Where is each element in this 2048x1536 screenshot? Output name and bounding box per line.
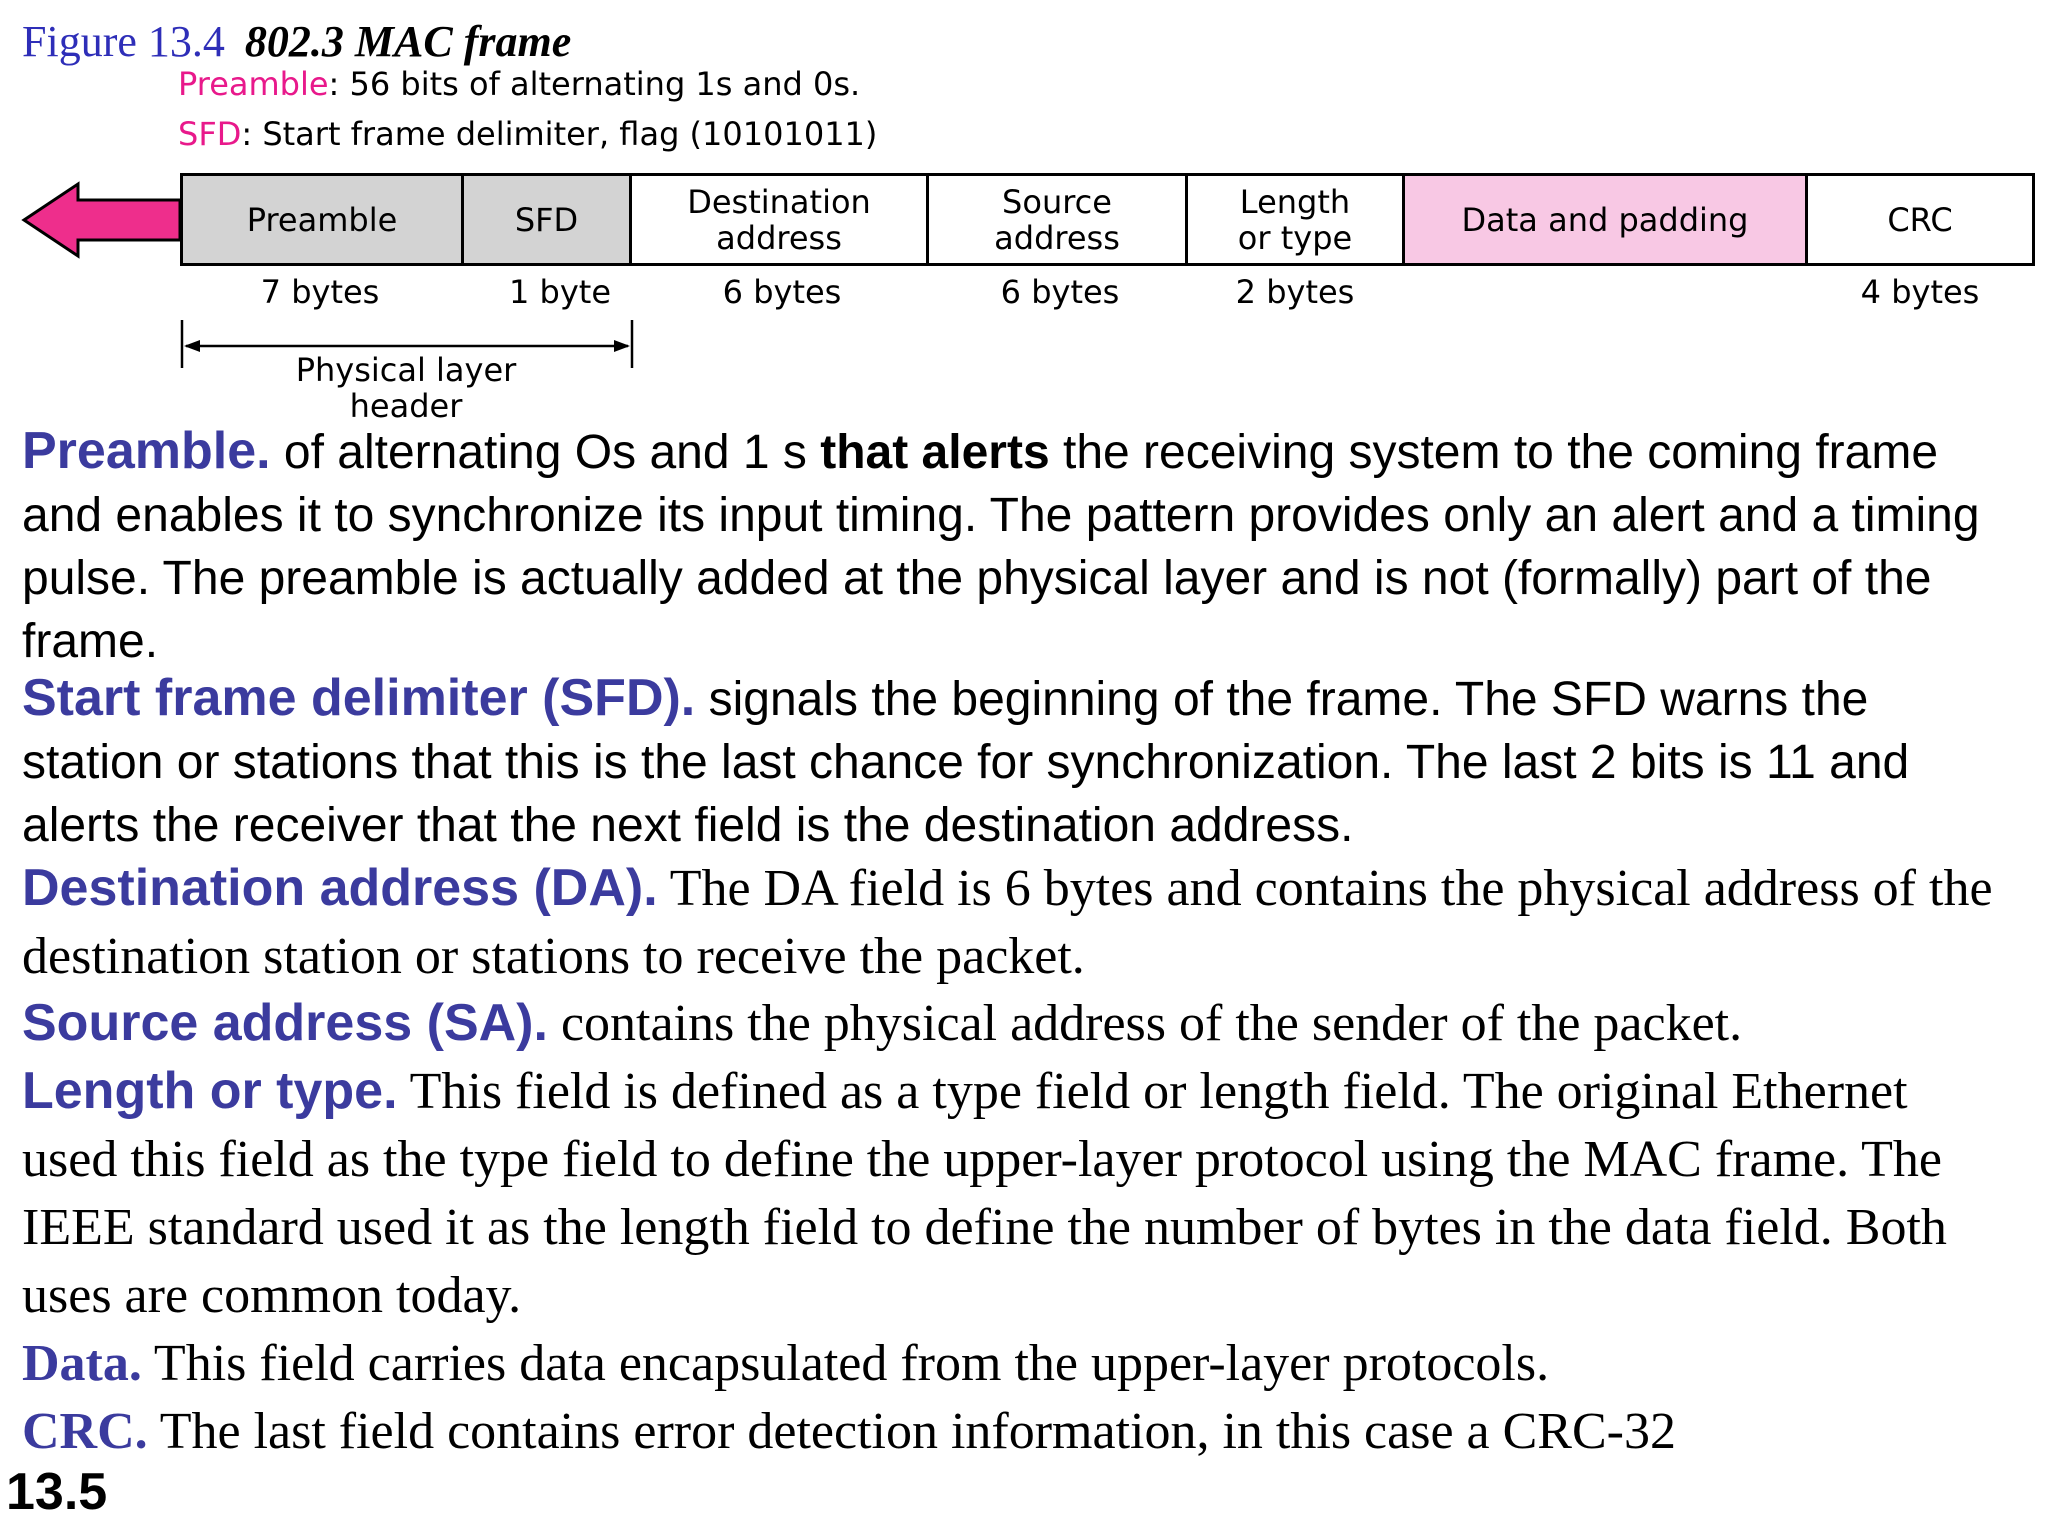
desc-text: contains the physical address of the sender of the packet. xyxy=(547,995,1743,1052)
figure-title: 802.3 MAC frame xyxy=(244,17,572,66)
desc-sfd xyxy=(22,667,2012,857)
size-source-address: 6 bytes xyxy=(1000,273,1120,311)
desc-emphasis: that alerts xyxy=(820,426,1050,479)
desc-text-rest: the receiving system to the coming frame and enables it to synchronize its input timing. The pattern provides only an alert and a timing pulse. The preamble is actually added at the physical layer and is not (formally) part of the frame. xyxy=(22,426,1980,668)
desc-term: CRC. xyxy=(22,1403,148,1460)
desc-text: This field is defined as a type field or length field. The original Ethernet used this field as the type field to define the upper-layer protocol using the MAC frame. The IEEE standard used it as the length field to define the number of bytes in the data field. Both uses are common today. xyxy=(22,1063,1947,1324)
size-preamble: 7 bytes xyxy=(260,273,380,311)
figure-number: Figure 13.4 xyxy=(22,17,225,66)
desc-crc xyxy=(22,1398,2012,1466)
field-destination-address: Destination address xyxy=(629,173,929,266)
field-crc: CRC xyxy=(1805,173,2035,266)
mac-frame-diagram xyxy=(180,173,2035,266)
field-sfd: SFD xyxy=(461,173,632,266)
size-destination-address: 6 bytes xyxy=(722,273,842,311)
desc-text: The DA field is 6 bytes and contains the physical address of the destination station or stations to receive the packet. xyxy=(22,860,1993,985)
desc-term: Start frame delimiter (SFD). xyxy=(22,669,696,727)
desc-term: Data. xyxy=(22,1335,142,1392)
page-number: 13.5 xyxy=(6,1463,108,1521)
desc-source-address xyxy=(22,989,2012,1058)
size-crc: 4 bytes xyxy=(1860,273,1980,311)
desc-text: signals the beginning of the frame. The SFD warns the station or stations that this is the last chance for synchronization. The last 2 bits is 11 and alerts the receiver that the next field is the destination address. xyxy=(22,673,1910,852)
desc-term: Length or type. xyxy=(22,1062,398,1120)
physical-header-label: Physical layer header xyxy=(295,351,517,425)
legend-text: : 56 bits of alternating 1s and 0s. xyxy=(328,65,861,103)
desc-text: The last field contains error detection information, in this case a CRC-32 xyxy=(147,1403,1676,1460)
desc-preamble xyxy=(22,420,2012,673)
desc-text: of alternating Os and 1 s xyxy=(270,426,821,479)
left-arrow-icon xyxy=(20,180,184,260)
desc-destination-address xyxy=(22,854,2012,991)
desc-text: This field carries data encapsulated from the upper-layer protocols. xyxy=(141,1335,1550,1392)
field-source-address: Source address xyxy=(926,173,1188,266)
size-length-or-type: 2 bytes xyxy=(1235,273,1355,311)
desc-length-or-type xyxy=(22,1057,2012,1330)
legend-sfd xyxy=(178,112,877,156)
desc-term: Source address (SA). xyxy=(22,994,548,1052)
field-data-and-padding: Data and padding xyxy=(1402,173,1808,266)
desc-data xyxy=(22,1330,2012,1398)
desc-term: Destination address (DA). xyxy=(22,859,658,917)
size-sfd: 1 byte xyxy=(508,273,611,311)
legend-term: Preamble xyxy=(178,65,329,103)
legend-text: : Start frame delimiter, flag (10101011) xyxy=(241,115,878,153)
field-preamble: Preamble xyxy=(180,173,464,266)
field-length-or-type: Length or type xyxy=(1185,173,1405,266)
legend-preamble xyxy=(178,62,860,106)
legend-term: SFD xyxy=(178,115,242,153)
desc-term: Preamble. xyxy=(22,422,271,480)
